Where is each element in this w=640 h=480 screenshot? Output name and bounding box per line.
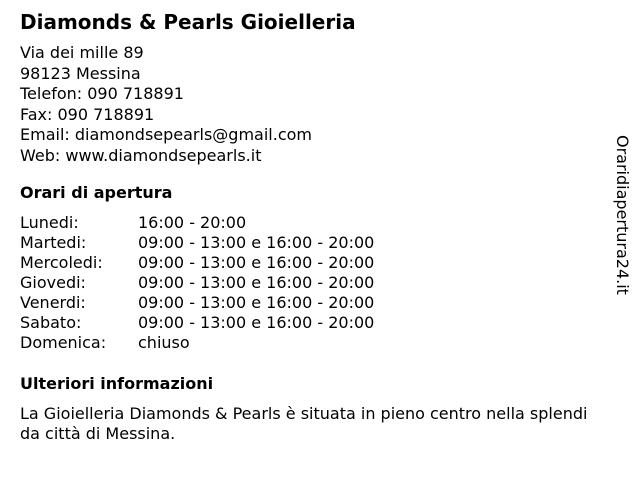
fax-line: Fax: 090 718891 bbox=[20, 104, 155, 124]
hours-day: Lunedi: bbox=[20, 213, 79, 232]
contact-block bbox=[20, 43, 312, 166]
hours-time: 09:00 - 13:00 e 16:00 - 20:00 bbox=[138, 253, 375, 272]
hours-time: 09:00 - 13:00 e 16:00 - 20:00 bbox=[138, 273, 375, 292]
hours-time: 09:00 - 13:00 e 16:00 - 20:00 bbox=[138, 233, 375, 252]
address-city: 98123 Messina bbox=[20, 63, 141, 83]
hours-day: Venerdi: bbox=[20, 293, 86, 312]
hours-day: Martedi: bbox=[20, 233, 87, 252]
info-description: La Gioielleria Diamonds & Pearls è situata in pieno centro nella splendida città di Messina. bbox=[20, 404, 588, 443]
hours-day: Giovedi: bbox=[20, 273, 86, 292]
email-line: Email: diamondsepearls@gmail.com bbox=[20, 125, 312, 144]
hours-day: Sabato: bbox=[20, 313, 82, 332]
hours-heading: Orari di apertura bbox=[20, 183, 173, 202]
brand-watermark bbox=[612, 135, 632, 310]
phone-line: Telefon: 090 718891 bbox=[20, 84, 184, 103]
hours-time: chiuso bbox=[138, 333, 190, 352]
web-line: Web: www.diamondsepearls.it bbox=[20, 145, 262, 165]
hours-time: 09:00 - 13:00 e 16:00 - 20:00 bbox=[138, 313, 375, 332]
brand-label: Oraridiapertura24.it bbox=[613, 135, 632, 295]
hours-time: 16:00 - 20:00 bbox=[138, 213, 247, 232]
info-heading: Ulteriori informazioni bbox=[20, 374, 214, 393]
hours-day: Domenica: bbox=[20, 333, 107, 352]
hours-time: 09:00 - 13:00 e 16:00 - 20:00 bbox=[138, 293, 375, 312]
business-name: Diamonds & Pearls Gioielleria bbox=[20, 10, 356, 34]
hours-day: Mercoledi: bbox=[20, 253, 103, 272]
address-street: Via dei mille 89 bbox=[20, 43, 144, 62]
